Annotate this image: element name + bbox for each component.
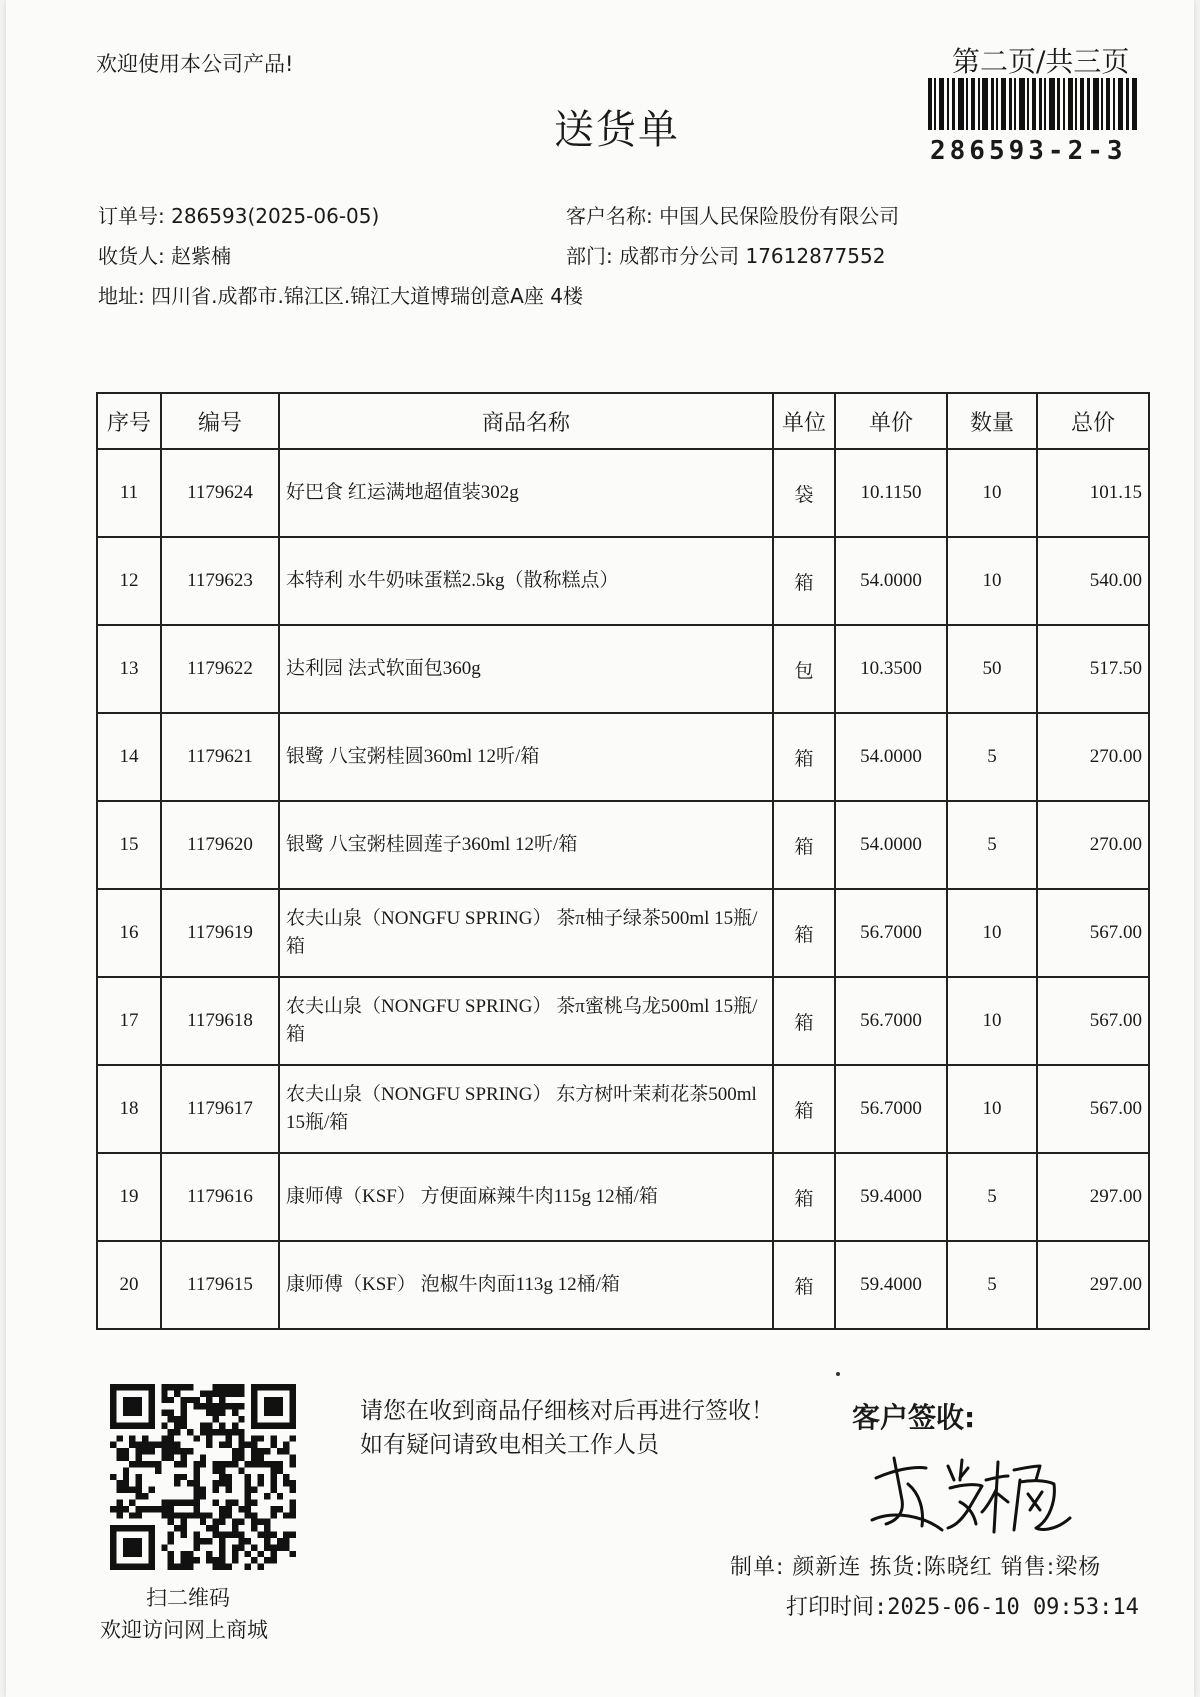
receiver-value: 赵紫楠 [171, 244, 232, 268]
row-unit-price: 54.0000 [835, 801, 947, 889]
address-value: 四川省.成都市.锦江区.锦江大道博瑞创意A座 4楼 [151, 284, 583, 308]
address-label: 地址: [98, 284, 145, 308]
row-quantity: 5 [947, 713, 1037, 801]
department-label: 部门: [566, 244, 613, 268]
row-unit-price: 10.1150 [835, 449, 947, 537]
row-code: 1179621 [161, 713, 279, 801]
row-seq: 18 [97, 1065, 161, 1153]
row-code: 1179620 [161, 801, 279, 889]
row-unit: 箱 [773, 537, 835, 625]
row-unit: 箱 [773, 977, 835, 1065]
barcode-image [928, 78, 1138, 130]
qr-caption-mall: 欢迎访问网上商城 [100, 1618, 268, 1642]
row-product-name: 农夫山泉（NONGFU SPRING） 东方树叶茉莉花茶500ml 15瓶/箱 [279, 1065, 773, 1153]
order-number-label: 订单号: [98, 204, 165, 228]
row-total: 297.00 [1037, 1241, 1149, 1329]
customer-name-value: 中国人民保险股份有限公司 [659, 204, 900, 228]
row-total: 297.00 [1037, 1153, 1149, 1241]
table-row [97, 625, 1149, 713]
row-unit: 袋 [773, 449, 835, 537]
department-value: 成都市分公司 17612877552 [619, 244, 886, 268]
header-unit-price: 单价 [835, 393, 947, 449]
header-total: 总价 [1037, 393, 1149, 449]
header-code: 编号 [161, 393, 279, 449]
row-quantity: 5 [947, 801, 1037, 889]
row-unit-price: 56.7000 [835, 977, 947, 1065]
row-product-name: 达利园 法式软面包360g [279, 625, 773, 713]
row-code: 1179622 [161, 625, 279, 713]
row-code: 1179616 [161, 1153, 279, 1241]
row-seq: 12 [97, 537, 161, 625]
row-quantity: 10 [947, 449, 1037, 537]
row-product-name: 康师傅（KSF） 方便面麻辣牛肉115g 12桶/箱 [279, 1153, 773, 1241]
header-seq: 序号 [97, 393, 161, 449]
row-code: 1179618 [161, 977, 279, 1065]
row-seq: 17 [97, 977, 161, 1065]
table-row [97, 1241, 1149, 1329]
row-quantity: 10 [947, 977, 1037, 1065]
row-unit-price: 10.3500 [835, 625, 947, 713]
order-number-value: 286593(2025-06-05) [171, 204, 380, 228]
receiver-label: 收货人: [98, 244, 165, 268]
row-unit: 箱 [773, 713, 835, 801]
document-title: 送货单 [554, 107, 680, 153]
page-indicator: 第二页/共三页 [952, 45, 1130, 78]
order-number [98, 200, 379, 229]
ink-dot [836, 1372, 840, 1376]
row-seq: 20 [97, 1241, 161, 1329]
row-product-name: 本特利 水牛奶味蛋糕2.5kg（散称糕点） [279, 537, 773, 625]
table-row [97, 1065, 1149, 1153]
row-code: 1179624 [161, 449, 279, 537]
row-total: 270.00 [1037, 801, 1149, 889]
table-row [97, 1153, 1149, 1241]
row-unit-price: 59.4000 [835, 1241, 947, 1329]
customer-sign-label: 客户签收: [852, 1401, 976, 1434]
row-quantity: 10 [947, 889, 1037, 977]
table-row [97, 449, 1149, 537]
row-seq: 16 [97, 889, 161, 977]
row-product-name: 好巴食 红运满地超值装302g [279, 449, 773, 537]
header-unit: 单位 [773, 393, 835, 449]
table-row [97, 977, 1149, 1065]
row-total: 540.00 [1037, 537, 1149, 625]
row-unit: 箱 [773, 1065, 835, 1153]
delivery-note-page [6, 0, 1194, 1697]
row-product-name: 银鹭 八宝粥桂圆360ml 12听/箱 [279, 713, 773, 801]
row-code: 1179615 [161, 1241, 279, 1329]
row-total: 567.00 [1037, 889, 1149, 977]
customer-name [566, 200, 899, 229]
qr-code-image [110, 1384, 296, 1570]
row-quantity: 5 [947, 1241, 1037, 1329]
row-seq: 15 [97, 801, 161, 889]
qr-caption-scan: 扫二维码 [146, 1586, 230, 1610]
row-code: 1179623 [161, 537, 279, 625]
address [98, 280, 583, 309]
row-quantity: 10 [947, 537, 1037, 625]
row-product-name: 农夫山泉（NONGFU SPRING） 茶π蜜桃乌龙500ml 15瓶/箱 [279, 977, 773, 1065]
table-row [97, 889, 1149, 977]
row-quantity: 5 [947, 1153, 1037, 1241]
row-unit: 箱 [773, 889, 835, 977]
row-total: 270.00 [1037, 713, 1149, 801]
customer-name-label: 客户名称: [566, 204, 653, 228]
row-seq: 11 [97, 449, 161, 537]
row-total: 567.00 [1037, 1065, 1149, 1153]
header-product-name: 商品名称 [279, 393, 773, 449]
print-time: 打印时间:2025-06-10 09:53:14 [786, 1595, 1139, 1620]
verification-notice: 请您在收到商品仔细核对后再进行签收！如有疑问请致电相关工作人员 [360, 1398, 774, 1458]
row-unit: 箱 [773, 1241, 835, 1329]
row-total: 517.50 [1037, 625, 1149, 713]
row-unit-price: 54.0000 [835, 537, 947, 625]
row-quantity: 10 [947, 1065, 1037, 1153]
table-row [97, 537, 1149, 625]
barcode-number: 286593-2-3 [930, 136, 1127, 166]
row-unit-price: 59.4000 [835, 1153, 947, 1241]
row-unit-price: 56.7000 [835, 889, 947, 977]
receiver [98, 240, 231, 269]
staff-info: 制单: 颜新连 拣货:陈晓红 销售:梁杨 [730, 1555, 1102, 1580]
row-product-name: 农夫山泉（NONGFU SPRING） 茶π柚子绿茶500ml 15瓶/箱 [279, 889, 773, 977]
row-code: 1179619 [161, 889, 279, 977]
department [566, 240, 885, 269]
row-quantity: 50 [947, 625, 1037, 713]
welcome-text: 欢迎使用本公司产品! [96, 52, 294, 76]
row-seq: 14 [97, 713, 161, 801]
row-total: 567.00 [1037, 977, 1149, 1065]
row-unit: 箱 [773, 1153, 835, 1241]
customer-signature [864, 1440, 1084, 1540]
row-unit: 箱 [773, 801, 835, 889]
row-product-name: 银鹭 八宝粥桂圆莲子360ml 12听/箱 [279, 801, 773, 889]
row-product-name: 康师傅（KSF） 泡椒牛肉面113g 12桶/箱 [279, 1241, 773, 1329]
header-quantity: 数量 [947, 393, 1037, 449]
row-total: 101.15 [1037, 449, 1149, 537]
row-seq: 13 [97, 625, 161, 713]
row-unit-price: 56.7000 [835, 1065, 947, 1153]
table-header-row [97, 393, 1149, 449]
row-seq: 19 [97, 1153, 161, 1241]
row-unit: 包 [773, 625, 835, 713]
table-row [97, 713, 1149, 801]
items-table [96, 392, 1150, 1330]
table-row [97, 801, 1149, 889]
row-unit-price: 54.0000 [835, 713, 947, 801]
row-code: 1179617 [161, 1065, 279, 1153]
